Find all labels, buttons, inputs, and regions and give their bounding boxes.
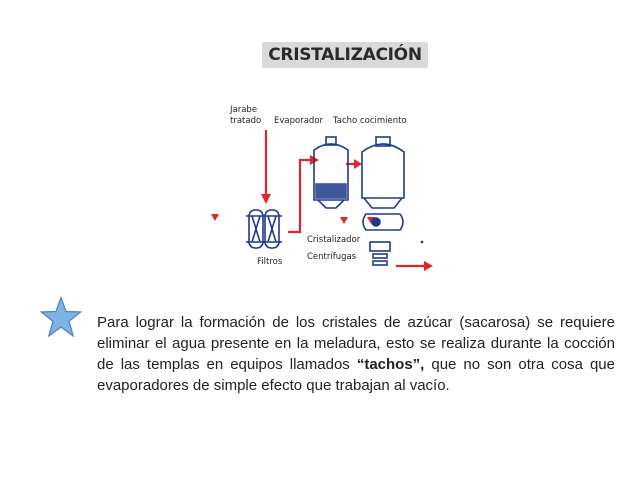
label-evaporador: Evaporador [274,116,323,126]
label-centrifugas: Centrífugas [307,252,357,262]
body-text-before: Para lograr la formación de los cristales de azúcar (sacarosa) se requiere eliminar el agua presente en la meladura, esto se realiza durante la cocción de las templas en equipos llamados [97,314,615,373]
filter-units [246,210,282,248]
label-jarabe-line1: Jarabe [230,105,258,115]
label-filtros: Filtros [257,257,283,267]
crystallizer-unit [363,214,403,230]
diagram-dot [421,241,424,244]
crystallization-process-diagram [200,92,440,277]
vacuum-pan-unit [362,137,404,208]
label-jarabe-line2: tratado [230,116,262,126]
centrifuge-unit [370,242,390,265]
label-cristalizador: Cristalizador [307,235,361,245]
slide-title: CRISTALIZACIÓN [262,42,428,68]
star-icon [40,296,82,338]
body-text-after: que no son otra cosa que evaporadores de simple efecto que trabajan al vacío. [97,356,615,394]
label-tacho-cocimiento: Tacho cocimiento [333,116,407,126]
evaporator-unit [314,137,348,208]
body-paragraph [97,312,615,396]
body-text-bold: “tachos”, [356,356,425,373]
